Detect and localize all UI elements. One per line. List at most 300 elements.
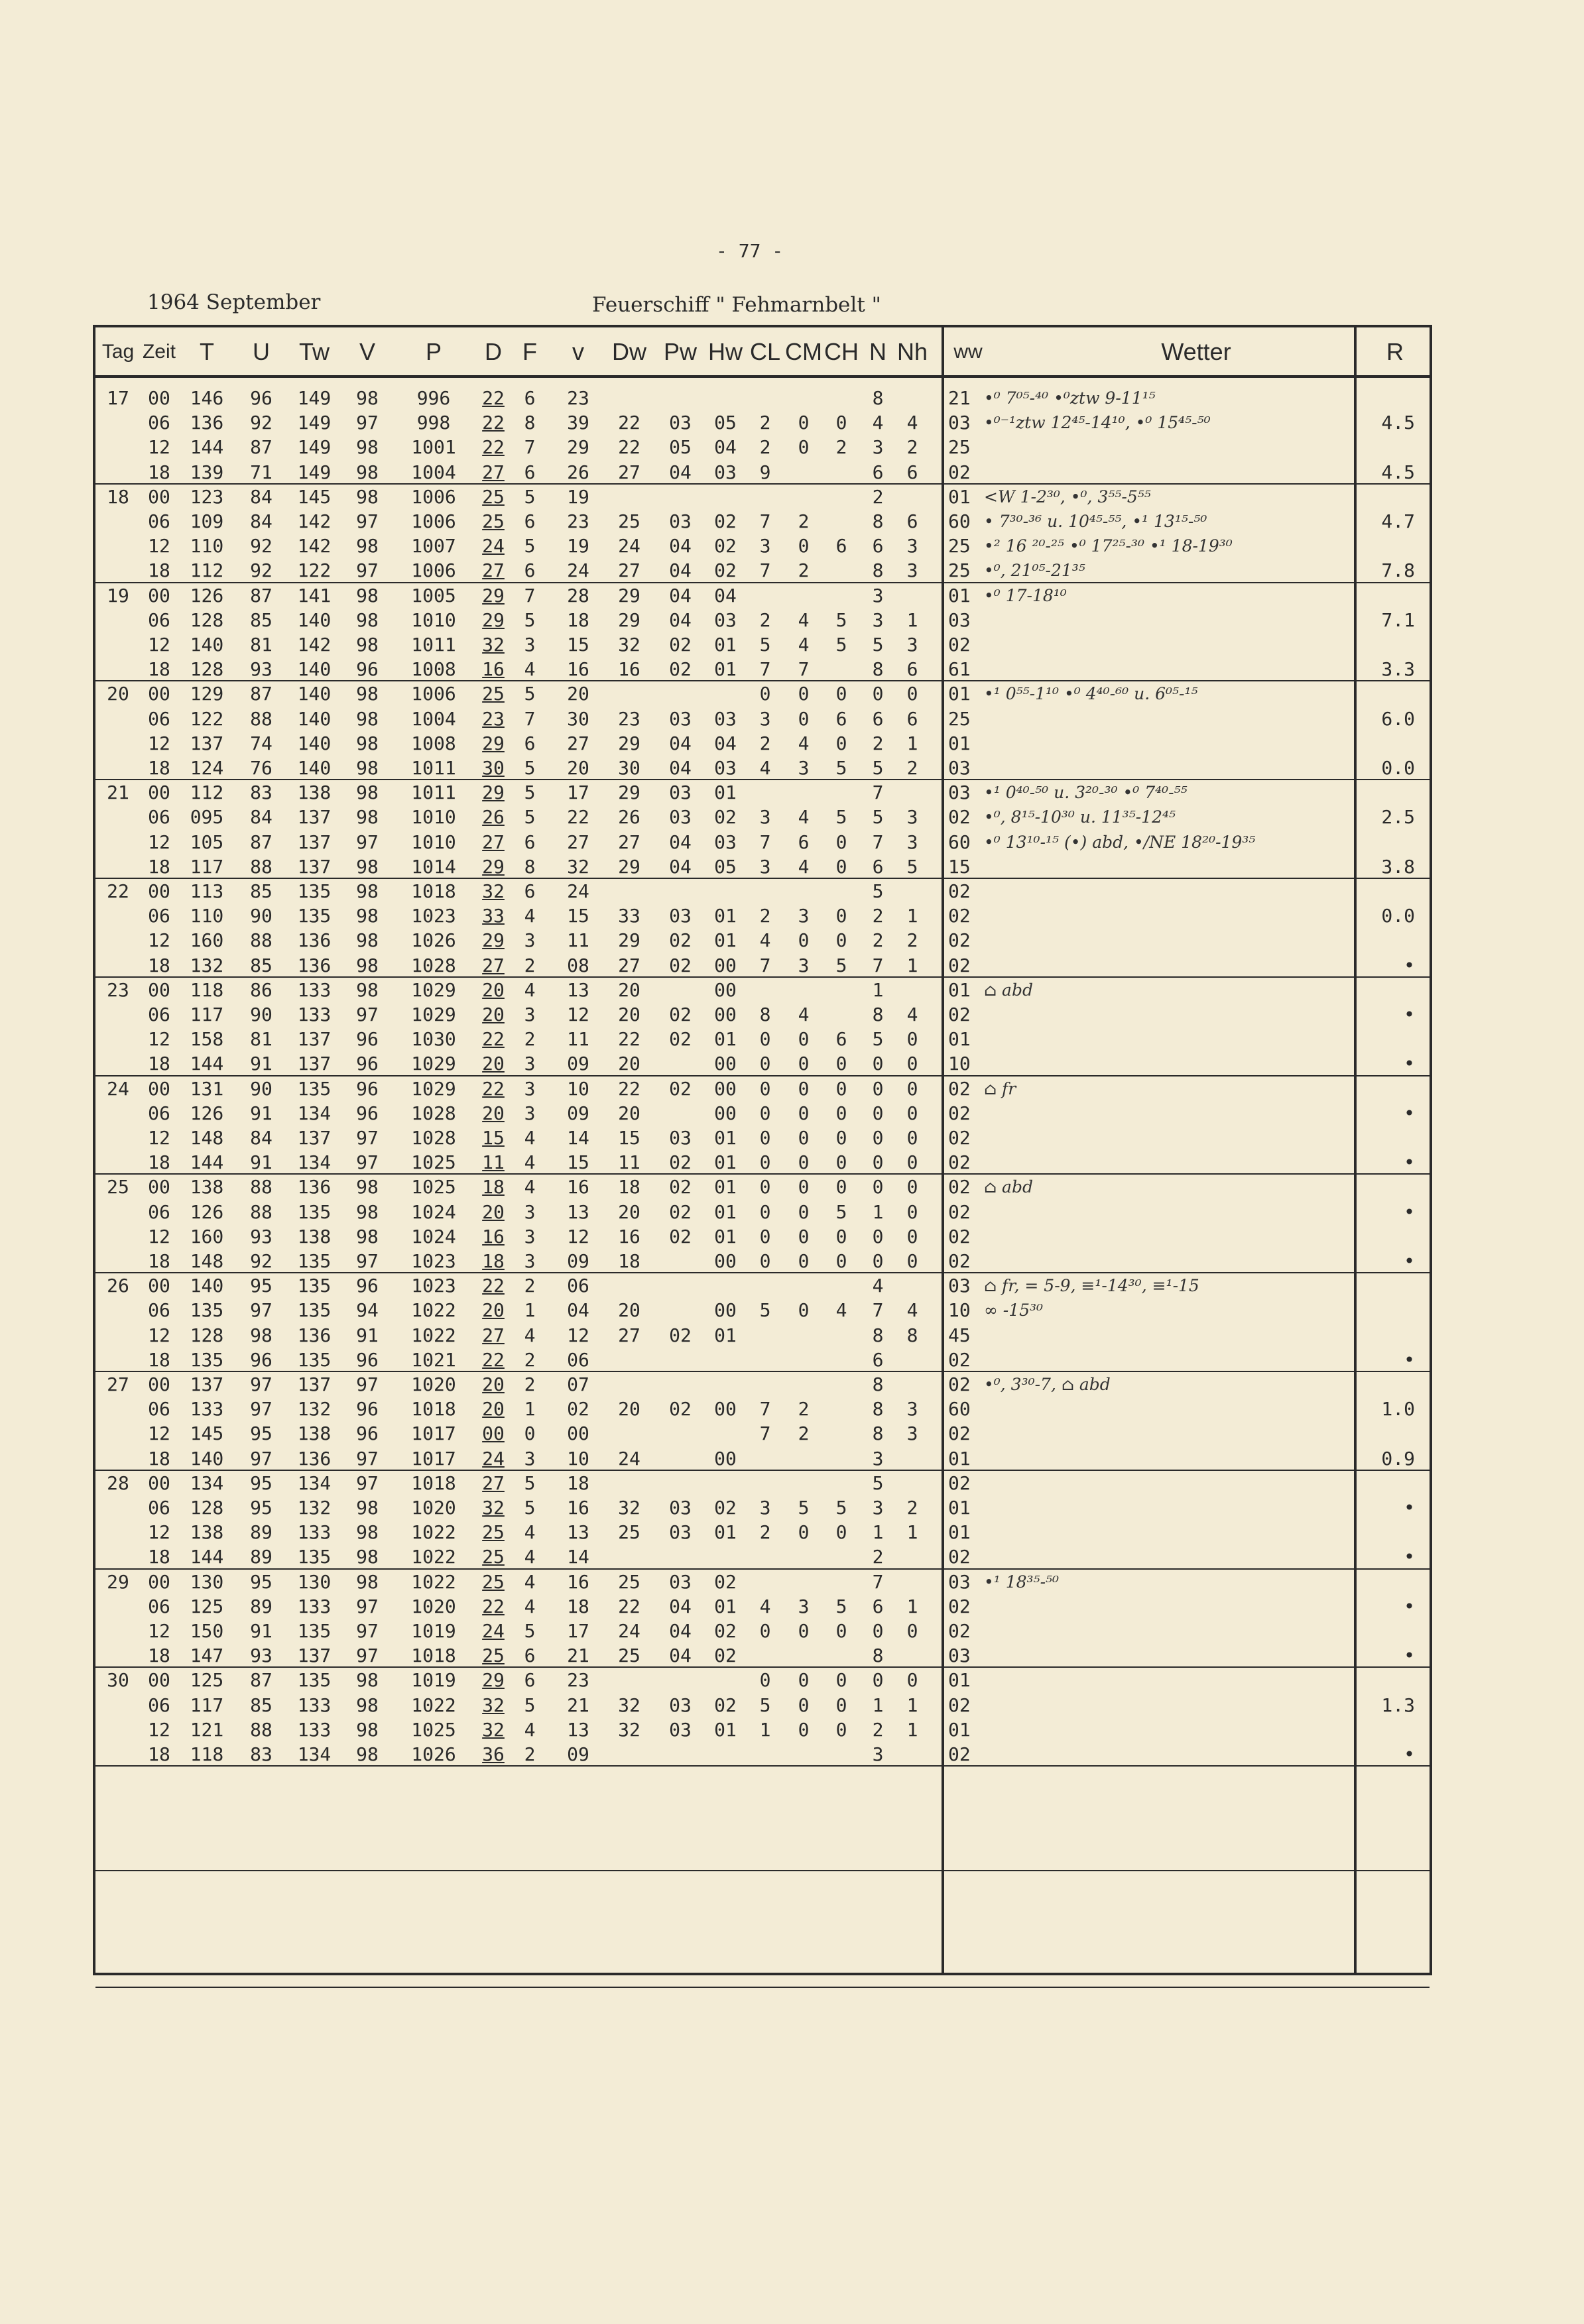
cell-cl: 9 [759, 461, 771, 483]
cell-hw: 02 [714, 510, 737, 532]
cell-ch: 0 [835, 1669, 847, 1692]
cell-v: 97 [356, 1004, 379, 1025]
obs-time: 06 [148, 1299, 170, 1322]
cell-dw: 32 [618, 1718, 640, 1741]
cell-cl: 3 [759, 1497, 771, 1519]
cell-ch: 5 [835, 634, 847, 656]
cell-u: 97 [250, 1373, 273, 1395]
cell-d: 20 [482, 1004, 505, 1025]
weather-ledger-table [93, 325, 1432, 1975]
cell-dw: 20 [618, 1004, 640, 1025]
cell-cl: 0 [759, 1250, 771, 1272]
obs-time: 12 [148, 732, 170, 754]
obs-time: 12 [148, 1521, 170, 1544]
cell-p: 1011 [411, 782, 456, 804]
cell-cl: 5 [759, 634, 771, 656]
cell-p: 1022 [411, 1570, 456, 1593]
cell-cl: 3 [759, 855, 771, 878]
cell-cm: 4 [798, 732, 810, 754]
blank-row-separator [95, 1765, 1430, 1767]
cell-pw: 03 [669, 905, 692, 927]
cell-d: 29 [482, 855, 505, 878]
cell-tw: 135 [297, 1546, 332, 1568]
cell-wetter: •⁰ 13¹⁰-¹⁵ (•) abd, •/NE 18²⁰-19³⁵ [984, 832, 1256, 852]
cell-wetter: •⁰⁻¹ztw 12⁴⁵-14¹⁰, •⁰ 15⁴⁵-⁵⁰ [984, 413, 1211, 433]
column-header-ww: ww [953, 341, 983, 363]
observation-row [95, 1076, 1430, 1101]
cell-wetter: ⌂ fr [984, 1078, 1016, 1098]
cell-ch: 0 [835, 905, 847, 927]
obs-time: 18 [148, 1151, 170, 1174]
cell-nh: 0 [906, 1127, 918, 1149]
cell-cl: 7 [759, 559, 771, 582]
cell-r: • [1404, 1250, 1415, 1272]
cell-v: 30 [567, 707, 589, 730]
obs-time: 06 [148, 1398, 170, 1421]
cell-u: 81 [250, 634, 273, 656]
cell-pw: 02 [669, 1077, 692, 1100]
cell-cm: 0 [798, 1200, 810, 1223]
cell-hw: 00 [714, 1398, 737, 1421]
cell-p: 1028 [411, 954, 456, 976]
cell-v: 98 [356, 1546, 379, 1568]
cell-tw: 142 [297, 510, 332, 532]
cell-nh: 0 [906, 1102, 918, 1124]
obs-time: 06 [148, 1595, 170, 1617]
cell-tw: 142 [297, 634, 332, 656]
cell-p: 1019 [411, 1669, 456, 1692]
obs-time: 06 [148, 1694, 170, 1716]
day-number: 22 [107, 880, 129, 902]
cell-n: 2 [872, 485, 884, 508]
cell-d: 24 [482, 1620, 505, 1642]
cell-d: 27 [482, 559, 505, 582]
cell-tw: 134 [297, 1151, 332, 1174]
cell-ch: 0 [835, 1250, 847, 1272]
cell-cl: 0 [759, 1028, 771, 1051]
cell-tw: 140 [297, 609, 332, 631]
cell-d: 26 [482, 806, 505, 829]
cell-ww: 02 [948, 1225, 971, 1248]
cell-cl: 0 [759, 1077, 771, 1100]
cell-t: 138 [190, 1521, 224, 1544]
cell-dw: 15 [618, 1127, 640, 1149]
cell-r: • [1404, 1053, 1415, 1075]
cell-u: 92 [250, 1250, 273, 1272]
cell-f: 5 [524, 1620, 536, 1642]
day-number: 28 [107, 1472, 129, 1494]
cell-cm: 0 [798, 1176, 810, 1198]
cell-cm: 4 [798, 855, 810, 878]
cell-dw: 24 [618, 1620, 640, 1642]
cell-cl: 7 [759, 954, 771, 976]
cell-t: 133 [190, 1398, 224, 1421]
cell-dw: 20 [618, 1053, 640, 1075]
cell-v: 06 [567, 1348, 589, 1371]
cell-f: 4 [524, 905, 536, 927]
cell-tw: 136 [297, 1176, 332, 1198]
cell-d: 32 [482, 1497, 505, 1519]
cell-u: 81 [250, 1028, 273, 1051]
cell-t: 131 [190, 1077, 224, 1100]
cell-wetter: <W 1-2³⁰, •⁰, 3⁵⁵-5⁵⁵ [984, 487, 1151, 506]
cell-cl: 7 [759, 1398, 771, 1421]
cell-p: 1008 [411, 658, 456, 681]
obs-time: 06 [148, 806, 170, 829]
cell-v: 98 [356, 584, 379, 607]
cell-hw: 02 [714, 806, 737, 829]
cell-ww: 01 [948, 584, 971, 607]
cell-n: 5 [872, 634, 884, 656]
cell-cm: 3 [798, 757, 810, 779]
cell-f: 4 [524, 1176, 536, 1198]
cell-cl: 0 [759, 1620, 771, 1642]
cell-pw: 03 [669, 782, 692, 804]
cell-r: 2.5 [1381, 806, 1415, 829]
cell-d: 22 [482, 436, 505, 459]
cell-f: 0 [524, 1423, 536, 1445]
cell-p: 1006 [411, 559, 456, 582]
cell-v: 15 [567, 1151, 589, 1174]
cell-d: 32 [482, 1718, 505, 1741]
observation-row [95, 558, 1430, 583]
cell-wetter: ⌂ abd [984, 980, 1033, 1000]
cell-pw: 02 [669, 1004, 692, 1025]
cell-ww: 02 [948, 1200, 971, 1223]
cell-v: 98 [356, 929, 379, 952]
cell-dw: 27 [618, 461, 640, 483]
cell-nh: 3 [906, 831, 918, 853]
cell-p: 1025 [411, 1151, 456, 1174]
cell-nh: 0 [906, 1200, 918, 1223]
cell-u: 88 [250, 855, 273, 878]
cell-u: 95 [250, 1472, 273, 1494]
cell-v: 96 [356, 1348, 379, 1371]
cell-cl: 0 [759, 1176, 771, 1198]
cell-v: 96 [356, 1275, 379, 1297]
cell-t: 112 [190, 559, 224, 582]
observation-row [95, 1323, 1430, 1348]
observation-row [95, 1126, 1430, 1150]
cell-t: 132 [190, 954, 224, 976]
cell-p: 1006 [411, 510, 456, 532]
cell-p: 1026 [411, 1743, 456, 1765]
cell-u: 89 [250, 1595, 273, 1617]
cell-ww: 03 [948, 412, 971, 434]
cell-v: 97 [356, 412, 379, 434]
cell-v: 09 [567, 1053, 589, 1075]
cell-u: 92 [250, 535, 273, 557]
cell-dw: 20 [618, 978, 640, 1001]
cell-ww: 15 [948, 855, 971, 878]
cell-t: 124 [190, 757, 224, 779]
cell-v: 98 [356, 1718, 379, 1741]
cell-f: 2 [524, 1373, 536, 1395]
cell-d: 18 [482, 1176, 505, 1198]
cell-u: 76 [250, 757, 273, 779]
cell-f: 2 [524, 1028, 536, 1051]
cell-f: 3 [524, 1225, 536, 1248]
cell-cm: 0 [798, 1620, 810, 1642]
cell-nh: 2 [906, 1497, 918, 1519]
cell-tw: 137 [297, 1053, 332, 1075]
cell-tw: 149 [297, 461, 332, 483]
cell-r: 0.0 [1381, 757, 1415, 779]
cell-dw: 24 [618, 1447, 640, 1470]
cell-ch: 0 [835, 1053, 847, 1075]
cell-tw: 149 [297, 412, 332, 434]
cell-t: 160 [190, 929, 224, 952]
cell-dw: 16 [618, 1225, 640, 1248]
cell-u: 88 [250, 1718, 273, 1741]
cell-ww: 02 [948, 929, 971, 952]
cell-f: 3 [524, 1053, 536, 1075]
cell-tw: 130 [297, 1570, 332, 1593]
cell-u: 89 [250, 1521, 273, 1544]
column-header-f: F [522, 338, 537, 365]
cell-v: 98 [356, 978, 379, 1001]
cell-tw: 137 [297, 1373, 332, 1395]
cell-t: 140 [190, 1275, 224, 1297]
observation-row [95, 386, 1430, 410]
cell-r: • [1404, 1102, 1415, 1124]
obs-time: 12 [148, 929, 170, 952]
cell-f: 6 [524, 1645, 536, 1667]
cell-tw: 149 [297, 436, 332, 459]
cell-v: 97 [356, 1373, 379, 1395]
cell-v: 96 [356, 1028, 379, 1051]
cell-pw: 04 [669, 535, 692, 557]
cell-n: 7 [872, 954, 884, 976]
cell-pw: 04 [669, 1645, 692, 1667]
cell-r: 4.5 [1381, 461, 1415, 483]
cell-hw: 04 [714, 584, 737, 607]
cell-f: 2 [524, 1348, 536, 1371]
cell-n: 0 [872, 1225, 884, 1248]
cell-dw: 22 [618, 436, 640, 459]
cell-v: 98 [356, 683, 379, 705]
cell-f: 5 [524, 485, 536, 508]
cell-dw: 29 [618, 782, 640, 804]
cell-n: 4 [872, 1275, 884, 1297]
cell-hw: 04 [714, 436, 737, 459]
cell-f: 6 [524, 559, 536, 582]
cell-t: 121 [190, 1718, 224, 1741]
obs-time: 18 [148, 855, 170, 878]
cell-cm: 0 [798, 436, 810, 459]
obs-time: 18 [148, 1447, 170, 1470]
observation-row [95, 1594, 1430, 1619]
observation-row [95, 978, 1430, 1002]
cell-hw: 01 [714, 1176, 737, 1198]
cell-f: 4 [524, 1151, 536, 1174]
cell-u: 96 [250, 1348, 273, 1371]
cell-pw: 03 [669, 1497, 692, 1519]
cell-cm: 0 [798, 707, 810, 730]
cell-pw: 03 [669, 1718, 692, 1741]
cell-v: 91 [356, 1324, 379, 1346]
cell-p: 1004 [411, 707, 456, 730]
cell-pw: 02 [669, 1225, 692, 1248]
cell-dw: 25 [618, 510, 640, 532]
cell-d: 29 [482, 584, 505, 607]
obs-time: 06 [148, 609, 170, 631]
cell-d: 25 [482, 1521, 505, 1544]
cell-v: 97 [356, 1620, 379, 1642]
cell-ww: 03 [948, 757, 971, 779]
cell-n: 2 [872, 1718, 884, 1741]
cell-hw: 02 [714, 1570, 737, 1593]
cell-hw: 00 [714, 978, 737, 1001]
cell-p: 1014 [411, 855, 456, 878]
cell-cm: 2 [798, 1423, 810, 1445]
blank-row-separator [95, 1870, 1430, 1871]
cell-r: 7.1 [1381, 609, 1415, 631]
cell-u: 91 [250, 1151, 273, 1174]
cell-u: 96 [250, 387, 273, 409]
cell-d: 27 [482, 1472, 505, 1494]
obs-time: 18 [148, 1053, 170, 1075]
cell-v: 27 [567, 831, 589, 853]
observation-row [95, 731, 1430, 756]
cell-n: 8 [872, 1004, 884, 1025]
cell-f: 1 [524, 1299, 536, 1322]
cell-d: 20 [482, 1398, 505, 1421]
cell-p: 1029 [411, 1053, 456, 1075]
cell-tw: 134 [297, 1472, 332, 1494]
cell-ch: 0 [835, 855, 847, 878]
cell-v: 98 [356, 436, 379, 459]
cell-hw: 01 [714, 1200, 737, 1223]
cell-dw: 32 [618, 1497, 640, 1519]
cell-t: 117 [190, 1694, 224, 1716]
cell-f: 6 [524, 387, 536, 409]
cell-v: 14 [567, 1127, 589, 1149]
cell-d: 27 [482, 954, 505, 976]
day-number: 27 [107, 1373, 129, 1395]
cell-u: 97 [250, 1447, 273, 1470]
cell-tw: 135 [297, 1275, 332, 1297]
obs-time: 18 [148, 1546, 170, 1568]
cell-cl: 7 [759, 831, 771, 853]
cell-n: 6 [872, 855, 884, 878]
cell-d: 25 [482, 1645, 505, 1667]
cell-ww: 01 [948, 978, 971, 1001]
obs-time: 00 [148, 683, 170, 705]
cell-nh: 2 [906, 757, 918, 779]
cell-t: 128 [190, 609, 224, 631]
cell-u: 95 [250, 1275, 273, 1297]
cell-ww: 02 [948, 1472, 971, 1494]
cell-cl: 7 [759, 658, 771, 681]
cell-n: 6 [872, 1348, 884, 1371]
cell-cm: 6 [798, 831, 810, 853]
cell-pw: 03 [669, 510, 692, 532]
cell-r: • [1404, 1743, 1415, 1765]
cell-d: 00 [482, 1423, 505, 1445]
cell-v: 06 [567, 1275, 589, 1297]
cell-n: 0 [872, 1127, 884, 1149]
cell-v: 13 [567, 1521, 589, 1544]
cell-u: 83 [250, 1743, 273, 1765]
cell-p: 1006 [411, 485, 456, 508]
cell-n: 1 [872, 1694, 884, 1716]
obs-time: 12 [148, 1423, 170, 1445]
cell-pw: 03 [669, 1521, 692, 1544]
column-header-v: V [359, 338, 375, 365]
cell-v: 09 [567, 1743, 589, 1765]
cell-nh: 5 [906, 855, 918, 878]
cell-cm: 0 [798, 412, 810, 434]
cell-tw: 138 [297, 782, 332, 804]
cell-ch: 5 [835, 954, 847, 976]
cell-n: 8 [872, 510, 884, 532]
cell-u: 87 [250, 831, 273, 853]
cell-n: 1 [872, 978, 884, 1001]
cell-v: 23 [567, 1669, 589, 1692]
cell-r: 0.0 [1381, 905, 1415, 927]
obs-time: 12 [148, 1324, 170, 1346]
cell-f: 5 [524, 806, 536, 829]
observation-row [95, 1471, 1430, 1495]
cell-tw: 140 [297, 757, 332, 779]
cell-t: 139 [190, 461, 224, 483]
cell-f: 4 [524, 1546, 536, 1568]
cell-v: 97 [356, 1250, 379, 1272]
cell-ch: 0 [835, 1102, 847, 1124]
cell-v: 08 [567, 954, 589, 976]
cell-ww: 02 [948, 1004, 971, 1025]
cell-ww: 02 [948, 1127, 971, 1149]
cell-v: 98 [356, 485, 379, 508]
cell-pw: 04 [669, 831, 692, 853]
cell-ww: 60 [948, 510, 971, 532]
obs-time: 18 [148, 1645, 170, 1667]
observation-row [95, 681, 1430, 706]
cell-cl: 8 [759, 1004, 771, 1025]
cell-d: 22 [482, 1595, 505, 1617]
cell-t: 135 [190, 1299, 224, 1322]
cell-u: 95 [250, 1423, 273, 1445]
day-number: 26 [107, 1275, 129, 1297]
cell-n: 8 [872, 1324, 884, 1346]
cell-t: 129 [190, 683, 224, 705]
cell-nh: 0 [906, 1077, 918, 1100]
cell-nh: 3 [906, 806, 918, 829]
cell-hw: 00 [714, 1250, 737, 1272]
cell-ch: 0 [835, 1225, 847, 1248]
cell-ww: 02 [948, 1102, 971, 1124]
cell-f: 5 [524, 1472, 536, 1494]
cell-p: 1018 [411, 1645, 456, 1667]
obs-time: 00 [148, 1669, 170, 1692]
cell-cl: 0 [759, 683, 771, 705]
cell-d: 22 [482, 1028, 505, 1051]
cell-tw: 137 [297, 1645, 332, 1667]
cell-r: 0.9 [1381, 1447, 1415, 1470]
cell-dw: 22 [618, 1077, 640, 1100]
cell-n: 0 [872, 1176, 884, 1198]
cell-tw: 133 [297, 1694, 332, 1716]
cell-wetter: •⁰, 8¹⁵-10³⁰ u. 11³⁵-12⁴⁵ [984, 807, 1176, 827]
cell-p: 1011 [411, 757, 456, 779]
cell-d: 23 [482, 707, 505, 730]
cell-dw: 22 [618, 1595, 640, 1617]
obs-time: 18 [148, 757, 170, 779]
cell-n: 6 [872, 1595, 884, 1617]
cell-d: 15 [482, 1127, 505, 1149]
cell-t: 118 [190, 1743, 224, 1765]
